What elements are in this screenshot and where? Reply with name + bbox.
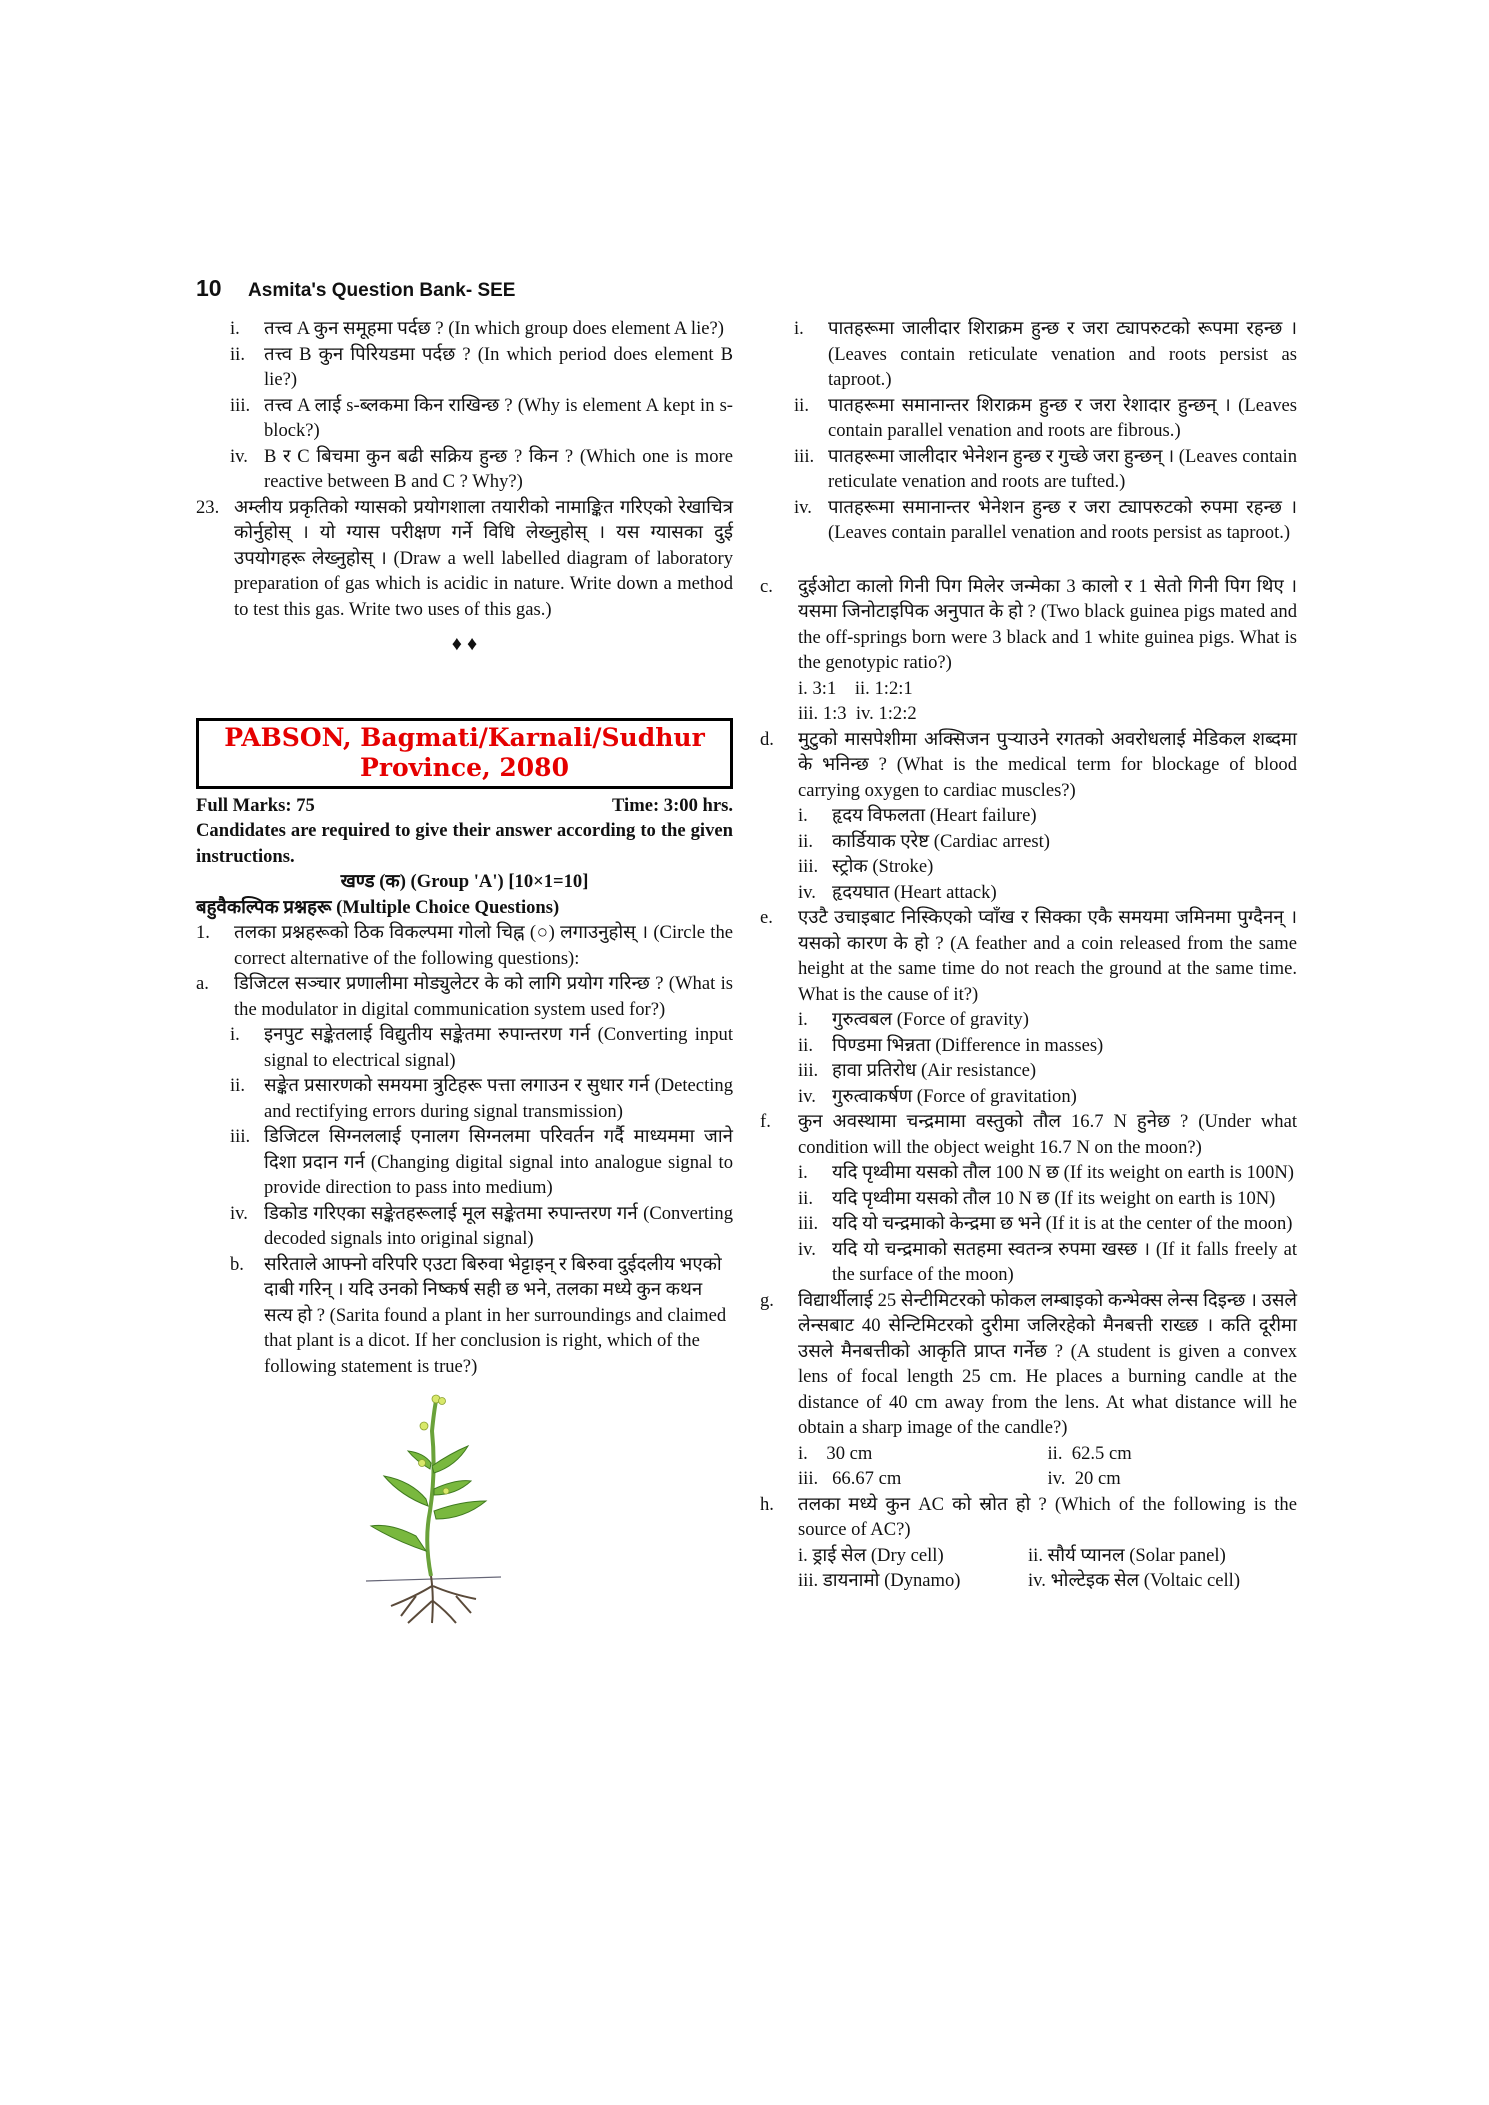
q22-option: [230, 316, 733, 342]
option-item: [798, 880, 1297, 906]
question-c: [760, 574, 1297, 676]
q22-option: [230, 342, 733, 393]
option-item: [798, 1007, 1297, 1033]
book-title: Asmita's Question Bank- SEE: [248, 280, 516, 301]
option-text: यदि पृथ्वीमा यसको तौल 100 N छ (If its weight on earth is 100N): [832, 1162, 1294, 1183]
option-text: हृदय विफलता (Heart failure): [832, 805, 1037, 826]
question-label: a.: [196, 973, 209, 994]
option-text: यदि यो चन्द्रमाको सतहमा स्वतन्त्र रुपमा खस्छ । (If it falls freely at the surface of the moon): [832, 1238, 1297, 1285]
exam-title-box: [196, 718, 733, 789]
option-text: पातहरूमा समानान्तर भेनेशन हुन्छ र जरा ट्यापरुटको रुपमा रहन्छ । (Leaves contain parallel venation and roots persist as taproot.): [828, 496, 1297, 543]
option-row: [798, 701, 1297, 727]
option-item: [798, 854, 1297, 880]
option-item: [1048, 1466, 1298, 1492]
exam-instructions: Candidates are required to give their answer according to the given instructions.: [196, 820, 733, 867]
option-label: iii.: [794, 445, 815, 467]
option-text: गुरुत्वाकर्षण (Force of gravitation): [832, 1085, 1077, 1107]
option-item: [794, 495, 1297, 546]
question-text: अम्लीय प्रकृतिको ग्यासको प्रयोगशाला तयारीको नामाङ्कित गरिएको रेखाचित्र कोर्नुहोस् । यो ग्यास परीक्षण गर्ने विधि लेख्नुहोस् । यस ग्यासका दुई उपयोगहरू लेख्नुहोस् । (Draw a well labelled diagram of laboratory preparation of gas which is acidic in nature. Write down a method to test this gas. Write two uses of this gas.): [234, 496, 733, 620]
option-label: iii.: [798, 1570, 819, 1591]
q22-option: [230, 393, 733, 444]
option-text: 62.5 cm: [1071, 1442, 1132, 1464]
question-number: 23.: [196, 496, 220, 518]
mcq-heading: बहुवैकल्पिक प्रश्नहरू (Multiple Choice Questions): [196, 896, 560, 918]
option-label: ii.: [1047, 1442, 1063, 1464]
option-label: iii.: [798, 1060, 819, 1081]
option-row: [798, 676, 1297, 702]
option-item: [230, 1124, 733, 1201]
option-item: [798, 1033, 1297, 1059]
option-item: [798, 1568, 1028, 1594]
option-label: iii.: [798, 856, 819, 877]
question-text: एउटै उचाइबाट निस्किएको प्वाँख र सिक्का एकै समयमा जमिनमा पुग्दैनन् । यसको कारण के हो ? (A feather and a coin released from the same height at the same time do not reach the ground at the same time. What is the cause of it?): [798, 907, 1297, 1005]
option-text: यदि पृथ्वीमा यसको तौल 10 N छ (If its weight on earth is 10N): [832, 1187, 1276, 1209]
option-label: iii.: [798, 703, 819, 724]
option-label: ii.: [854, 677, 870, 699]
option-item: [1048, 1441, 1298, 1467]
option-text: 20 cm: [1074, 1468, 1121, 1489]
option-label: ii.: [230, 343, 245, 365]
question-label: c.: [760, 575, 773, 597]
options-c: [798, 676, 1297, 727]
option-item: [798, 1211, 1297, 1237]
exam-meta: [196, 793, 733, 819]
right-column: [760, 316, 1297, 1594]
option-item: [794, 316, 1297, 393]
question-text: तलका मध्ये कुन AC को स्रोत हो ? (Which of the following is the source of AC?): [798, 1493, 1297, 1540]
question-text: दुईओटा कालो गिनी पिग मिलेर जन्मेका 3 कालो र 1 सेतो गिनी पिग थिए । यसमा जिनोटाइपिक अनुपात के हो ? (Two black guinea pigs mated and the off-springs born were 3 black and 1 white guinea pigs. What is the genotypic ratio?): [798, 575, 1297, 673]
option-text: सङ्केत प्रसारणको समयमा त्रुटिहरू पत्ता लगाउन र सुधार गर्न (Detecting and rectifying errors during signal transmission): [264, 1075, 733, 1122]
option-label: iv.: [798, 1085, 816, 1107]
option-label: ii.: [798, 1034, 813, 1056]
option-label: iv.: [230, 1202, 248, 1224]
option-text: इनपुट सङ्केतलाई विद्युतीय सङ्केतमा रुपान्तरण गर्न (Converting input signal to electrical signal): [264, 1024, 733, 1071]
option-text: पातहरूमा जालीदार शिराक्रम हुन्छ र जरा ट्यापरुटको रूपमा रहन्छ । (Leaves contain reticulate venation and roots persist as taproot.): [828, 318, 1297, 390]
option-text: 66.67 cm: [832, 1468, 902, 1489]
question-label: h.: [760, 1493, 774, 1515]
option-label: i.: [794, 318, 804, 339]
option-text: पिण्डमा भिन्नता (Difference in masses): [832, 1034, 1104, 1056]
question-h: [760, 1492, 1297, 1543]
option-text: कार्डियाक एरेष्ट (Cardiac arrest): [832, 830, 1050, 852]
question-g: [760, 1288, 1297, 1441]
option-text: तत्त्व B कुन पिरियडमा पर्दछ ? (In which period does element B lie?): [264, 343, 733, 390]
option-label: i.: [798, 805, 808, 826]
options-h: [798, 1543, 1297, 1594]
option-text: यदि यो चन्द्रमाको केन्द्रमा छ भने (If it is at the center of the moon): [832, 1213, 1293, 1234]
question-a: [196, 971, 733, 1022]
question-f: [760, 1109, 1297, 1160]
options-g: [798, 1441, 1297, 1492]
option-text: हृदयघात (Heart attack): [832, 881, 997, 903]
option-item: [798, 1466, 1048, 1492]
q22-option: [230, 444, 733, 495]
question-text: कुन अवस्थामा चन्द्रमामा वस्तुको तौल 16.7 N हुनेछ ? (Under what condition will the object weight 16.7 N on the moon?): [798, 1111, 1297, 1158]
option-text: डिकोड गरिएका सङ्केतहरूलाई मूल सङ्केतमा रुपान्तरण गर्न (Converting decoded signals into original signal): [264, 1202, 733, 1249]
option-text: पातहरूमा जालीदार भेनेशन हुन्छ र गुच्छे जरा हुन्छन् । (Leaves contain reticulate venation and roots are tufted.): [828, 445, 1297, 492]
option-item: [230, 1022, 733, 1073]
option-item: [230, 1201, 733, 1252]
dicot-plant-image: [346, 1391, 516, 1631]
option-text: गुरुत्वबल (Force of gravity): [832, 1009, 1029, 1030]
page-header: [196, 275, 515, 302]
question-23: [196, 495, 733, 623]
question-text: डिजिटल सञ्चार प्रणालीमा मोड्युलेटर के को लागि प्रयोग गरिन्छ ? (What is the modulator in digital communication system used for?): [234, 973, 733, 1020]
exam-title-line1: PABSON, Bagmati/Karnali/Sudhur: [224, 722, 705, 752]
option-label: iv.: [798, 881, 816, 903]
option-label: iv.: [230, 445, 248, 467]
taproot: [391, 1576, 476, 1623]
question-label: f.: [760, 1111, 771, 1132]
question-text: मुटुको मासपेशीमा अक्सिजन पुऱ्याउने रगतको अवरोधलाई मेडिकल शब्दमा के भनिन्छ ? (What is the medical term for blockage of blood carrying oxygen to cardiac muscles?): [798, 728, 1297, 801]
exam-title-line2: Province, 2080: [360, 752, 569, 782]
option-item: [794, 393, 1297, 444]
option-label: iv.: [1047, 1468, 1066, 1489]
option-label: i.: [798, 1442, 808, 1464]
option-text: 30 cm: [826, 1442, 873, 1464]
option-text: पातहरूमा समानान्तर शिराक्रम हुन्छ र जरा रेशादार हुन्छन् । (Leaves contain parallel venation and roots are fibrous.): [828, 394, 1297, 441]
option-text: 1:2:1: [874, 677, 913, 699]
question-text: विद्यार्थीलाई 25 सेन्टीमिटरको फोकल लम्बाइको कन्भेक्स लेन्स दिइन्छ । उसले लेन्सबाट 40 सेन्टिमिटरको दुरीमा जलिरहेको मैनबत्ती राख्छ । कति दूरीमा उसले मैनबत्तीको आकृति प्राप्त गर्नेछ ? (A student is given a convex lens of focal length 25 cm. He places a burning candle at the distance of 40 cm away from the lens. At what distance will he obtain a sharp image of the candle?): [798, 1289, 1297, 1438]
option-text: तत्त्व A कुन समूहमा पर्दछ ? (In which group does element A lie?): [264, 318, 724, 339]
option-label: ii.: [794, 394, 809, 416]
question-number: 1.: [196, 922, 210, 943]
option-label: i.: [230, 1024, 240, 1045]
option-text: B र C बिचमा कुन बढी सक्रिय हुन्छ ? किन ? (Which one is more reactive between B and C ? Why?): [264, 445, 733, 492]
option-label: iii.: [798, 1468, 819, 1489]
option-label: iii.: [230, 394, 251, 416]
option-text: 1:3: [822, 703, 847, 724]
option-item: [798, 829, 1297, 855]
question-label: b.: [230, 1253, 244, 1275]
option-item: [798, 1084, 1297, 1110]
option-label: i.: [798, 1544, 808, 1566]
group-heading: खण्ड (क) (Group 'A') [10×1=10]: [340, 871, 589, 892]
question-label: g.: [760, 1289, 774, 1311]
option-label: ii.: [230, 1075, 245, 1096]
question-e: [760, 905, 1297, 1007]
option-label: i.: [798, 1162, 808, 1183]
full-marks: Full Marks: 75: [196, 794, 315, 816]
option-item: [798, 1160, 1297, 1186]
option-label: ii.: [1028, 1544, 1043, 1566]
option-item: [798, 1058, 1297, 1084]
section-separator: ♦ ♦: [451, 633, 478, 655]
option-item: [798, 1186, 1297, 1212]
option-text: डिजिटल सिग्नललाई एनालग सिग्नलमा परिवर्तन गर्दै माध्यममा जाने दिशा प्रदान गर्न (Changing digital signal into analogue signal to provide direction to pass into medium): [264, 1126, 733, 1198]
option-text: 1:2:2: [878, 703, 917, 724]
option-text: हावा प्रतिरोध (Air resistance): [832, 1060, 1037, 1081]
option-label: iii.: [230, 1126, 251, 1147]
option-label: iv.: [1028, 1570, 1046, 1591]
option-label: ii.: [798, 1187, 813, 1209]
option-text: डायनामो (Dynamo): [822, 1570, 961, 1591]
question-label: e.: [760, 907, 773, 928]
option-label: iv.: [794, 496, 812, 518]
option-item: [798, 1441, 1048, 1467]
option-text: सौर्य प्यानल (Solar panel): [1047, 1544, 1226, 1566]
question-text: सरिताले आफ्नो वरिपरि एउटा बिरुवा भेट्टाइन् र बिरुवा दुईदलीय भएको दाबी गरिन् । यदि उनको निष्कर्ष सही छ भने, तलका मध्ये कुन कथन सत्य हो ? (Sarita found a plant in her surroundings and claimed that plant is a dicot. If her conclusion is right, which of the following statement is true?): [264, 1253, 727, 1377]
option-label: i.: [798, 677, 808, 699]
option-text: 3:1: [812, 677, 837, 699]
soil-line: [366, 1577, 501, 1581]
question-label: d.: [760, 728, 774, 750]
option-item: [798, 803, 1297, 829]
option-label: iv.: [855, 703, 874, 724]
option-item: [794, 444, 1297, 495]
option-text: स्ट्रोक (Stroke): [832, 856, 934, 877]
option-label: iii.: [798, 1213, 819, 1234]
option-label: iv.: [798, 1238, 816, 1260]
question-1: [196, 920, 733, 971]
question-d: [760, 727, 1297, 804]
option-item: [798, 1237, 1297, 1288]
exam-time: Time: 3:00 hrs.: [611, 794, 733, 816]
option-text: तत्त्व A लाई s-ब्लकमा किन राखिन्छ ? (Why is element A kept in s-block?): [264, 394, 733, 441]
question-b: [230, 1252, 733, 1380]
option-label: ii.: [798, 830, 813, 852]
option-item: [1028, 1568, 1297, 1594]
option-text: भोल्टेइक सेल (Voltaic cell): [1050, 1570, 1241, 1591]
left-column: [196, 316, 733, 1639]
option-item: [798, 1543, 1028, 1569]
page-number: 10: [196, 275, 222, 301]
option-item: [1028, 1543, 1297, 1569]
option-label: i.: [230, 318, 240, 339]
option-item: [230, 1073, 733, 1124]
option-label: i.: [798, 1009, 808, 1030]
option-text: ड्राई सेल (Dry cell): [812, 1544, 944, 1566]
question-text: तलका प्रश्नहरूको ठिक विकल्पमा गोलो चिह्न (○) लगाउनुहोस् । (Circle the correct alternative of the following questions):: [234, 922, 733, 969]
